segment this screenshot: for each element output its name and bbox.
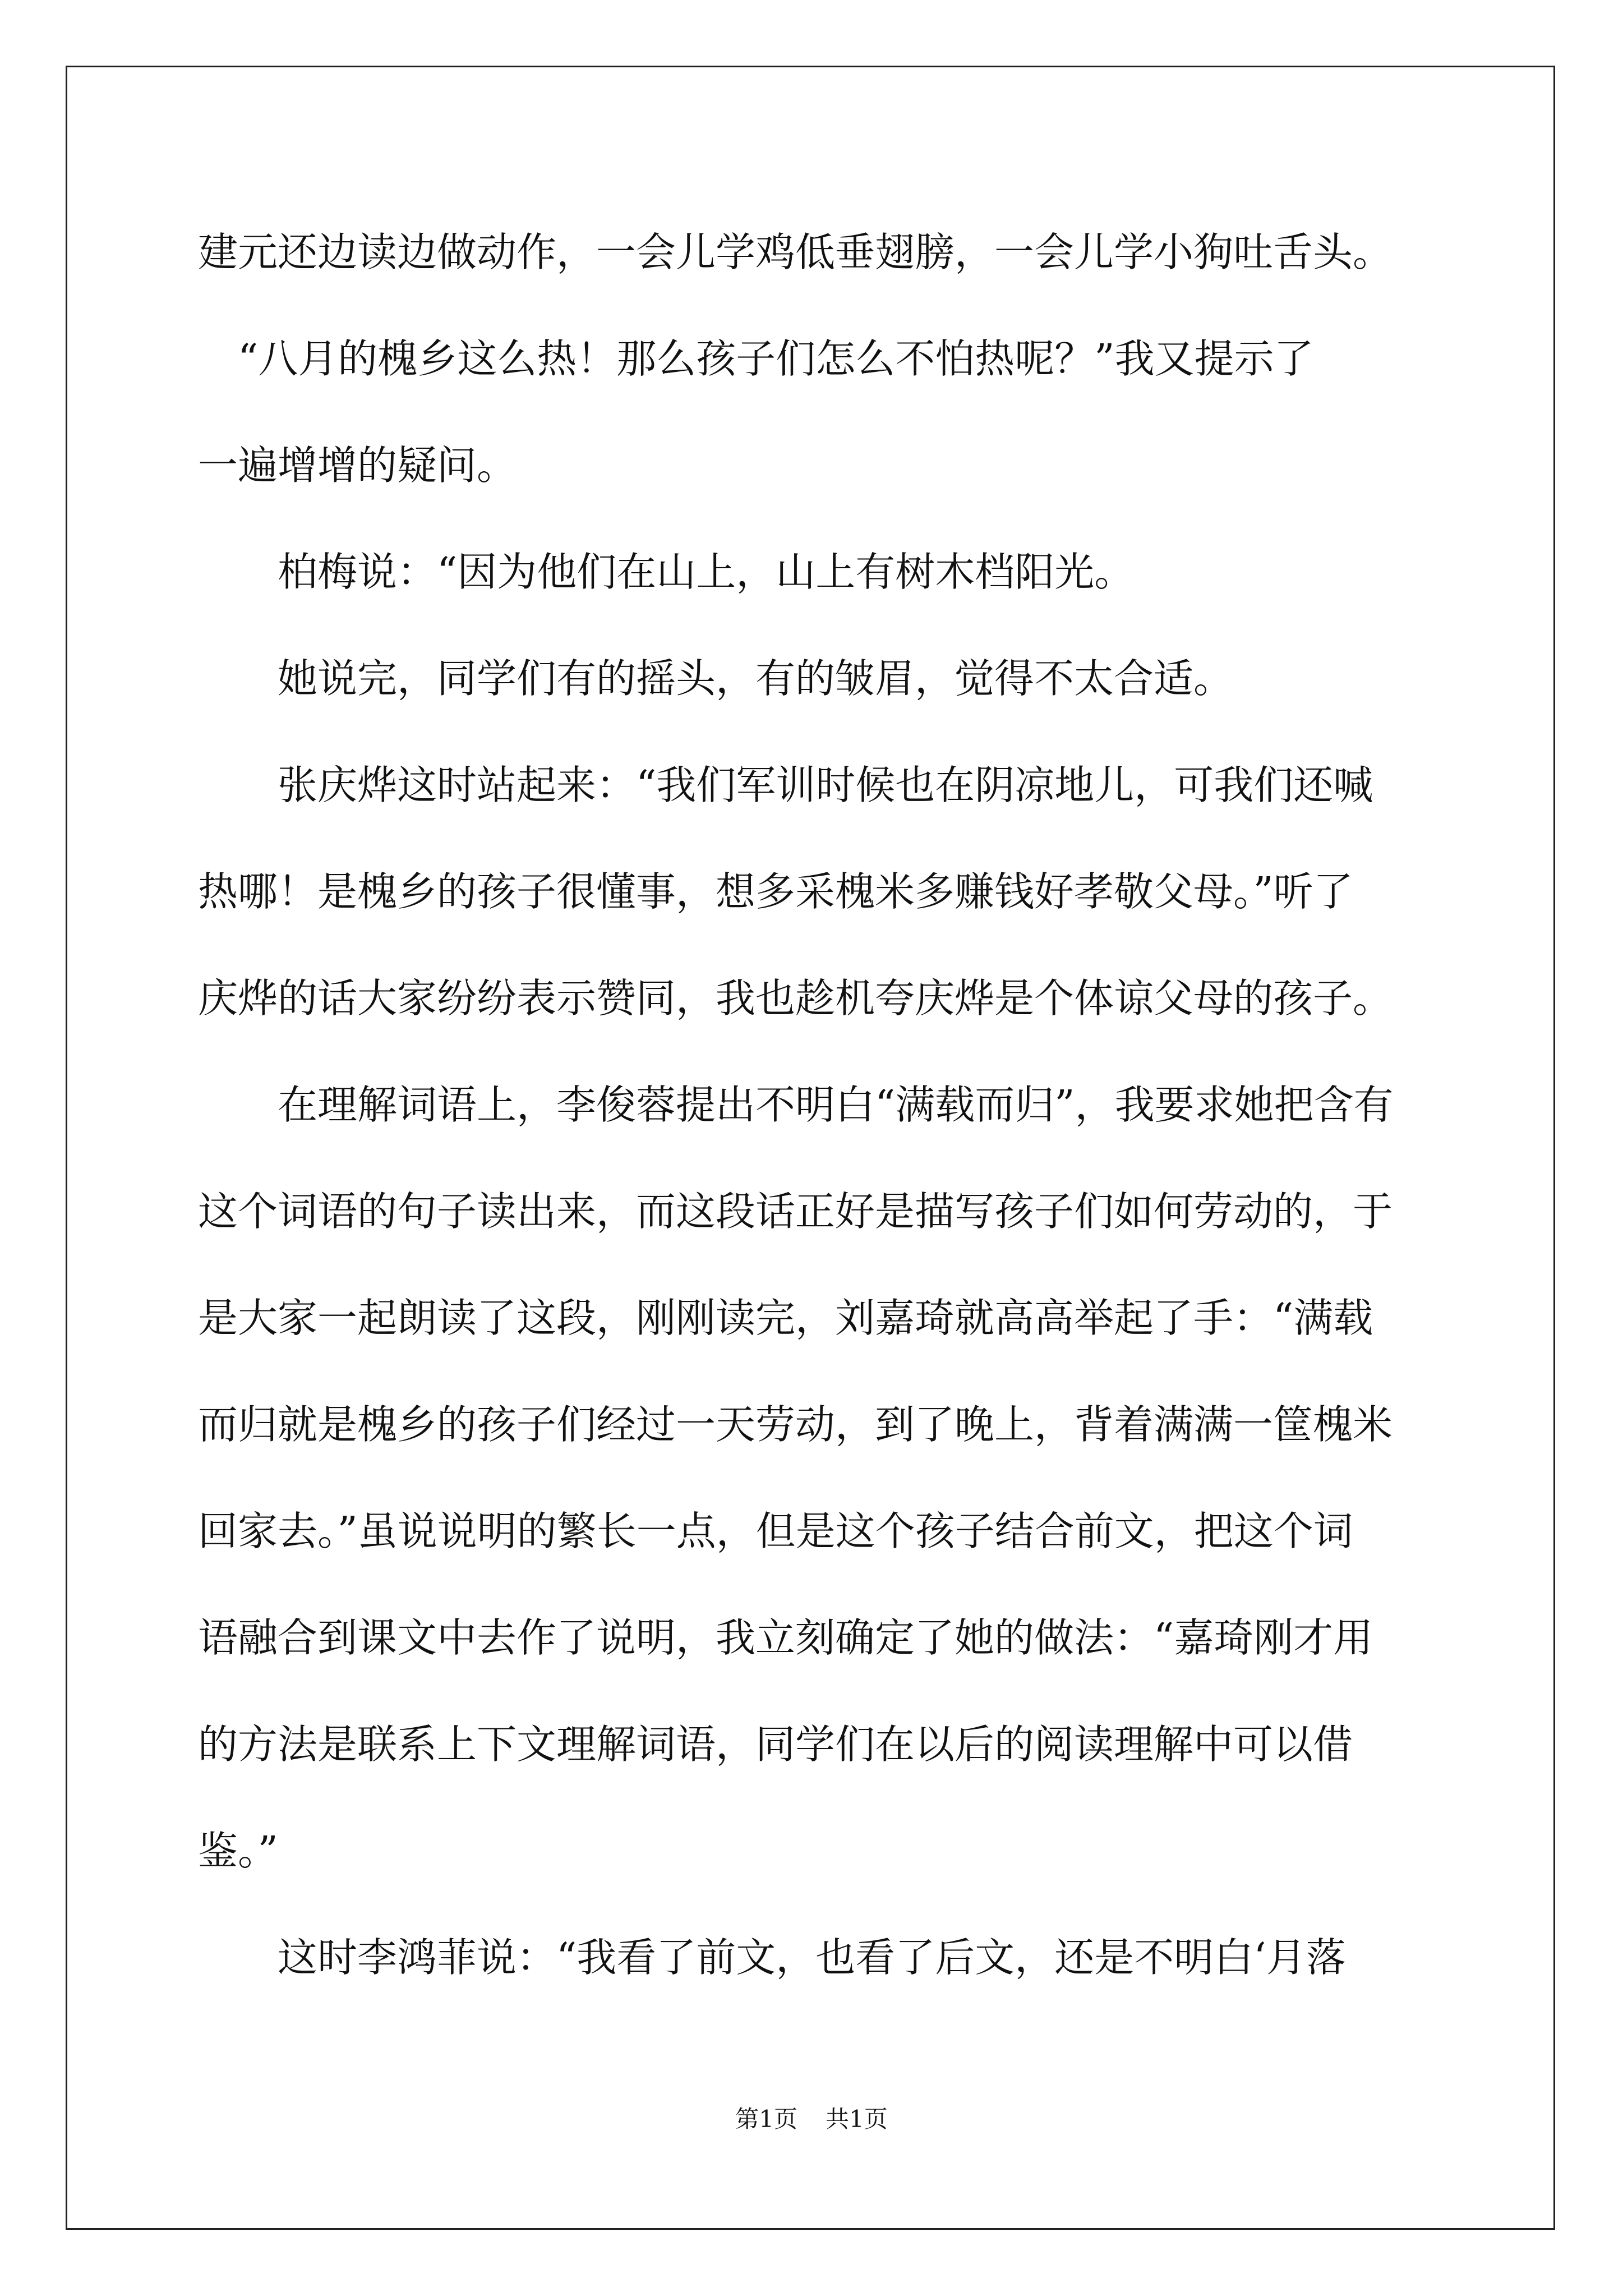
text-line: 回家去。”虽说说明的繁长一点，但是这个孩子结合前文，把这个词 [198, 1508, 1353, 1554]
text-line: 一遍增增的疑问。 [198, 442, 517, 489]
text-line: “八月的槐乡这么热！那么孩子们怎么不怕热呢？”我又提示了 [198, 335, 1314, 382]
text-line: 热哪！是槐乡的孩子很懂事，想多采槐米多赚钱好孝敬父母。”听了 [198, 868, 1353, 915]
page-number: 第1页 [735, 2105, 797, 2133]
page-footer [0, 2102, 1623, 2136]
text-line: 是大家一起朗读了这段，刚刚读完，刘嘉琦就高高举起了手：“满载 [198, 1295, 1373, 1341]
text-line: 的方法是联系上下文理解词语，同学们在以后的阅读理解中可以借 [198, 1721, 1353, 1768]
text-line: 这个词语的句子读出来，而这段话正好是描写孩子们如何劳动的，于 [198, 1188, 1393, 1235]
text-line: 鉴。” [198, 1828, 278, 1874]
text-line: 语融合到课文中去作了说明，我立刻确定了她的做法：“嘉琦刚才用 [198, 1614, 1373, 1661]
text-line: 柏梅说：“因为他们在山上，山上有树木档阳光。 [198, 549, 1135, 595]
text-line: 建元还边读边做动作，一会儿学鸡低垂翅膀，一会儿学小狗吐舌头。 [198, 229, 1393, 275]
text-line: 庆烨的话大家纷纷表示赞同，我也趁机夸庆烨是个体谅父母的孩子。 [198, 975, 1393, 1022]
text-line: 她说完，同学们有的摇头，有的皱眉，觉得不太合适。 [198, 655, 1234, 702]
text-line: 张庆烨这时站起来：“我们军训时候也在阴凉地儿，可我们还喊 [198, 762, 1373, 808]
text-line: 这时李鸿菲说：“我看了前文，也看了后文，还是不明白‘月落 [198, 1934, 1346, 1981]
text-line: 在理解词语上，李俊蓉提出不明白“满载而归”，我要求她把含有 [198, 1082, 1394, 1128]
page-total: 共1页 [826, 2105, 888, 2133]
text-line: 而归就是槐乡的孩子们经过一天劳动，到了晚上，背着满满一筐槐米 [198, 1401, 1393, 1448]
document-body [198, 199, 1432, 2011]
